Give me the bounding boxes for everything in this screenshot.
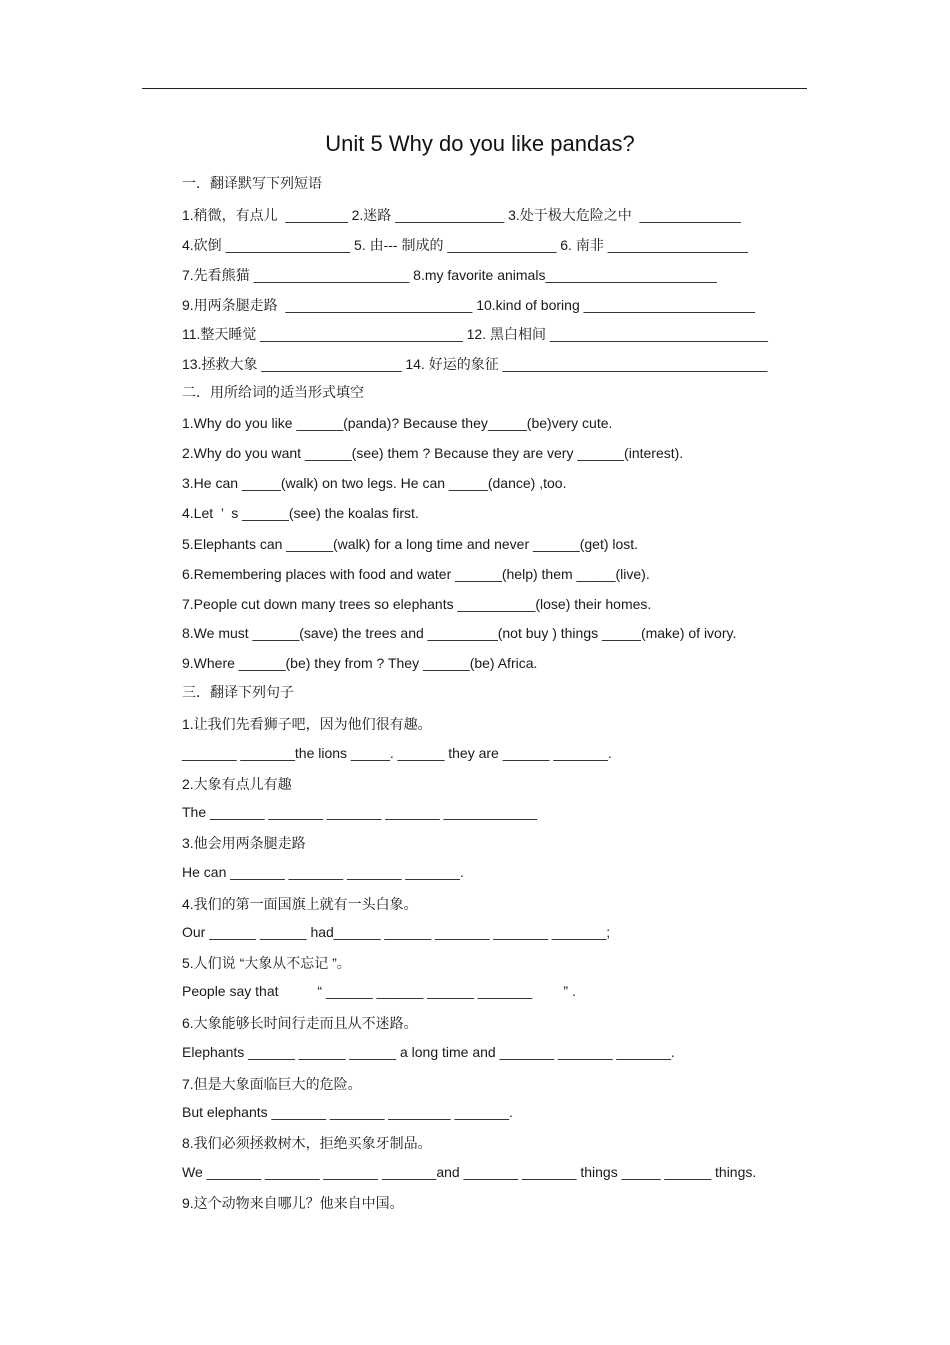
exercise-line: 6.大象能够长时间行走而且从不迷路。: [182, 1015, 418, 1031]
exercise-line: 5.Elephants can ______(walk) for a long time and never ______(get) lost.: [182, 536, 639, 552]
exercise-line: People say that “ ______ ______ ______ _______ ” .: [182, 983, 576, 999]
section-heading-one: 一．翻译默写下列短语: [182, 175, 322, 191]
section-heading-two: 二．用所给词的适当形式填空: [182, 384, 364, 400]
exercise-line: 13.拯救大象 __________________ 14. 好运的象征 __________________________________: [182, 356, 768, 372]
exercise-line: He can _______ _______ _______ _______.: [182, 864, 464, 880]
exercise-line: 4.砍倒 ________________ 5. 由--- 制成的 ______________ 6. 南非 __________________: [182, 237, 748, 253]
exercise-line: 2.Why do you want ______(see) them ? Because they are very ______(interest).: [182, 445, 684, 461]
exercise-line: 4.我们的第一面国旗上就有一头白象。: [182, 896, 418, 912]
exercise-line: The _______ _______ _______ _______ ____________: [182, 804, 538, 820]
exercise-line: _______ _______the lions _____. ______ they are ______ _______.: [182, 745, 612, 761]
exercise-line: 7.但是大象面临巨大的危险。: [182, 1076, 362, 1092]
exercise-line: 1.Why do you like ______(panda)? Because they_____(be)very cute.: [182, 415, 613, 431]
exercise-line: Our ______ ______ had______ ______ _______ _______ _______;: [182, 924, 611, 940]
exercise-line: 3.He can _____(walk) on two legs. He can _____(dance) ,too.: [182, 475, 567, 491]
exercise-line: 5.人们说 “大象从不忘记 ”。: [182, 955, 351, 971]
exercise-line: 9.Where ______(be) they from ? They ______(be) Africa.: [182, 655, 538, 671]
section-heading-three: 三．翻译下列句子: [182, 684, 294, 700]
page-title: Unit 5 Why do you like pandas?: [325, 131, 635, 156]
exercise-line: Elephants ______ ______ ______ a long time and _______ _______ _______.: [182, 1044, 675, 1060]
exercise-line: 7.People cut down many trees so elephants __________(lose) their homes.: [182, 596, 652, 612]
exercise-line: 9.用两条腿走路 ________________________ 10.kind of boring ______________________: [182, 297, 755, 313]
exercise-line: 1.稍微，有点儿 ________ 2.迷路 ______________ 3.处于极大危险之中 _____________: [182, 207, 741, 223]
exercise-line: 8.We must ______(save) the trees and _________(not buy ) things _____(make) of ivory.: [182, 625, 737, 641]
exercise-line: 2.大象有点儿有趣: [182, 776, 292, 792]
exercise-line: 6.Remembering places with food and water ______(help) them _____(live).: [182, 566, 650, 582]
exercise-line: 3.他会用两条腿走路: [182, 835, 306, 851]
exercise-line: 4.Let ’ s ______(see) the koalas first.: [182, 505, 419, 521]
exercise-line: 8.我们必须拯救树木，拒绝买象牙制品。: [182, 1135, 432, 1151]
exercise-line: We _______ _______ _______ _______and _______ _______ things _____ ______ things.: [182, 1164, 757, 1180]
exercise-line: 1.让我们先看狮子吧，因为他们很有趣。: [182, 716, 432, 732]
exercise-line: 7.先看熊猫 ____________________ 8.my favorite animals______________________: [182, 267, 717, 283]
exercise-line: 9.这个动物来自哪儿？他来自中国。: [182, 1195, 404, 1211]
header-rule: [142, 88, 807, 89]
exercise-line: 11.整天睡觉 __________________________ 12. 黑白相间 ____________________________: [182, 326, 768, 342]
exercise-line: But elephants _______ _______ ________ _______.: [182, 1104, 513, 1120]
